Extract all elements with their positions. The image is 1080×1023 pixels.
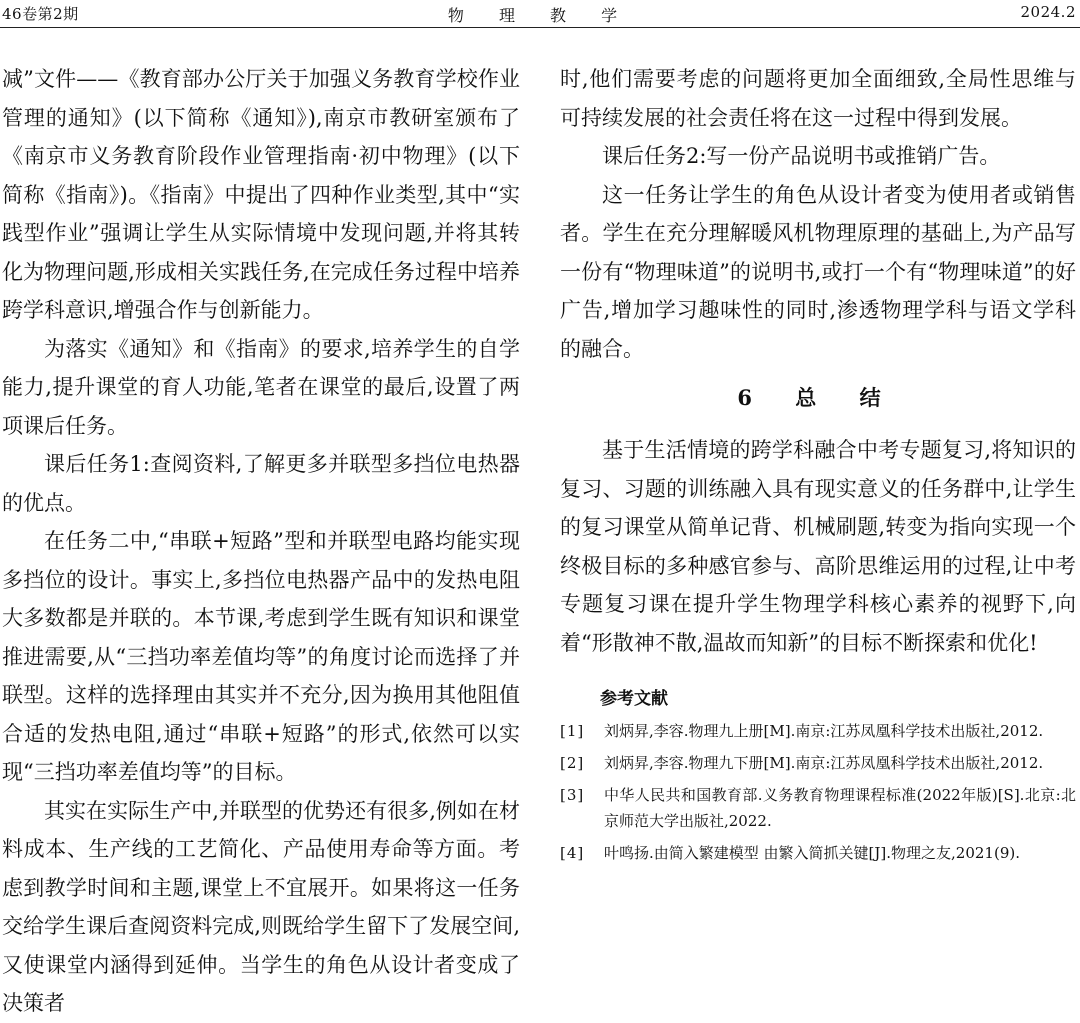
paragraph: 为落实《通知》和《指南》的要求,培养学生的自学能力,提升课堂的育人功能,笔者在课堂的最后,设置了两项课后任务。: [2, 336, 520, 438]
references-heading: 参考文献: [600, 689, 668, 709]
volume-issue: 46卷第2期: [2, 5, 79, 23]
paragraph: 时,他们需要考虑的问题将更加全面细致,全局性思维与可持续发展的社会责任将在这一过程中得到发展。: [560, 67, 1076, 130]
paragraph: 课后任务2:写一份产品说明书或推销广告。: [602, 144, 1001, 168]
reference-item: [560, 840, 1076, 866]
paragraph: 基于生活情境的跨学科融合中考专题复习,将知识的复习、习题的训练融入具有现实意义的任务群中,让学生的复习课堂从简单记背、机械刷题,转变为指向实现一个终极目标的多种感官参与、高阶思维运用的过程,让中考专题复习课在提升学生物理学科核心素养的视野下,向着“形散神不散,温故而知新”的目标不断探索和优化!: [560, 438, 1076, 655]
reference-text: 叶鸣扬.由简入繁建模型 由繁入简抓关键[J].物理之友,2021(9).: [604, 844, 1020, 862]
paragraph: 课后任务1:查阅资料,了解更多并联型多挡位电热器的优点。: [2, 452, 520, 515]
reference-text: 刘炳昇,李容.物理九下册[M].南京:江苏凤凰科学技术出版社,2012.: [604, 754, 1044, 772]
reference-text: 中华人民共和国教育部.义务教育物理课程标准(2022年版)[S].北京:北京师范大学出版社,2022.: [604, 786, 1076, 830]
reference-number: [3]: [560, 786, 585, 804]
reference-item: [560, 750, 1076, 776]
section-heading: 6 总 结: [737, 385, 899, 410]
paragraph: 在任务二中,“串联+短路”型和并联型电路均能实现多挡位的设计。事实上,多挡位电热器产品中的发热电阻大多数都是并联的。本节课,考虑到学生既有知识和课堂推进需要,从“三挡功率差值均等”的角度讨论而选择了并联型。这样的选择理由其实并不充分,因为换用其他阻值合适的发热电阻,通过“串联+短路”的形式,依然可以实现“三挡功率差值均等”的目标。: [2, 529, 520, 784]
paragraph: 减”文件——《教育部办公厅关于加强义务教育学校作业管理的通知》(以下简称《通知》),南京市教研室颁布了《南京市义务教育阶段作业管理指南·初中物理》(以下简称《指南》)。《指南》中提出了四种作业类型,其中“实践型作业”强调让学生从实际情境中发现问题,并将其转化为物理问题,形成相关实践任务,在完成任务过程中培养跨学科意识,增强合作与创新能力。: [2, 67, 520, 322]
reference-item: [560, 782, 1076, 834]
running-header: [0, 0, 1080, 28]
reference-text: 刘炳昇,李容.物理九上册[M].南京:江苏凤凰科学技术出版社,2012.: [604, 722, 1044, 740]
journal-name: 物 理 教 学: [447, 6, 633, 25]
right-column: [560, 60, 1076, 872]
reference-item: [560, 718, 1076, 744]
reference-number: [1]: [560, 722, 585, 740]
left-column: [2, 60, 520, 1023]
paragraph: 这一任务让学生的角色从设计者变为使用者或销售者。学生在充分理解暖风机物理原理的基础上,为产品写一份有“物理味道”的说明书,或打一个有“物理味道”的好广告,增加学习趣味性的同时,渗透物理学科与语文学科的融合。: [560, 182, 1076, 361]
issue-date: 2024.2: [1020, 3, 1076, 21]
paragraph: 其实在实际生产中,并联型的优势还有很多,例如在材料成本、生产线的工艺简化、产品使用寿命等方面。考虑到教学时间和主题,课堂上不宜展开。如果将这一任务交给学生课后查阅资料完成,则既给学生留下了发展空间,又使课堂内涵得到延伸。当学生的角色从设计者变成了决策者: [2, 798, 520, 1015]
reference-number: [2]: [560, 754, 585, 772]
reference-number: [4]: [560, 844, 585, 862]
